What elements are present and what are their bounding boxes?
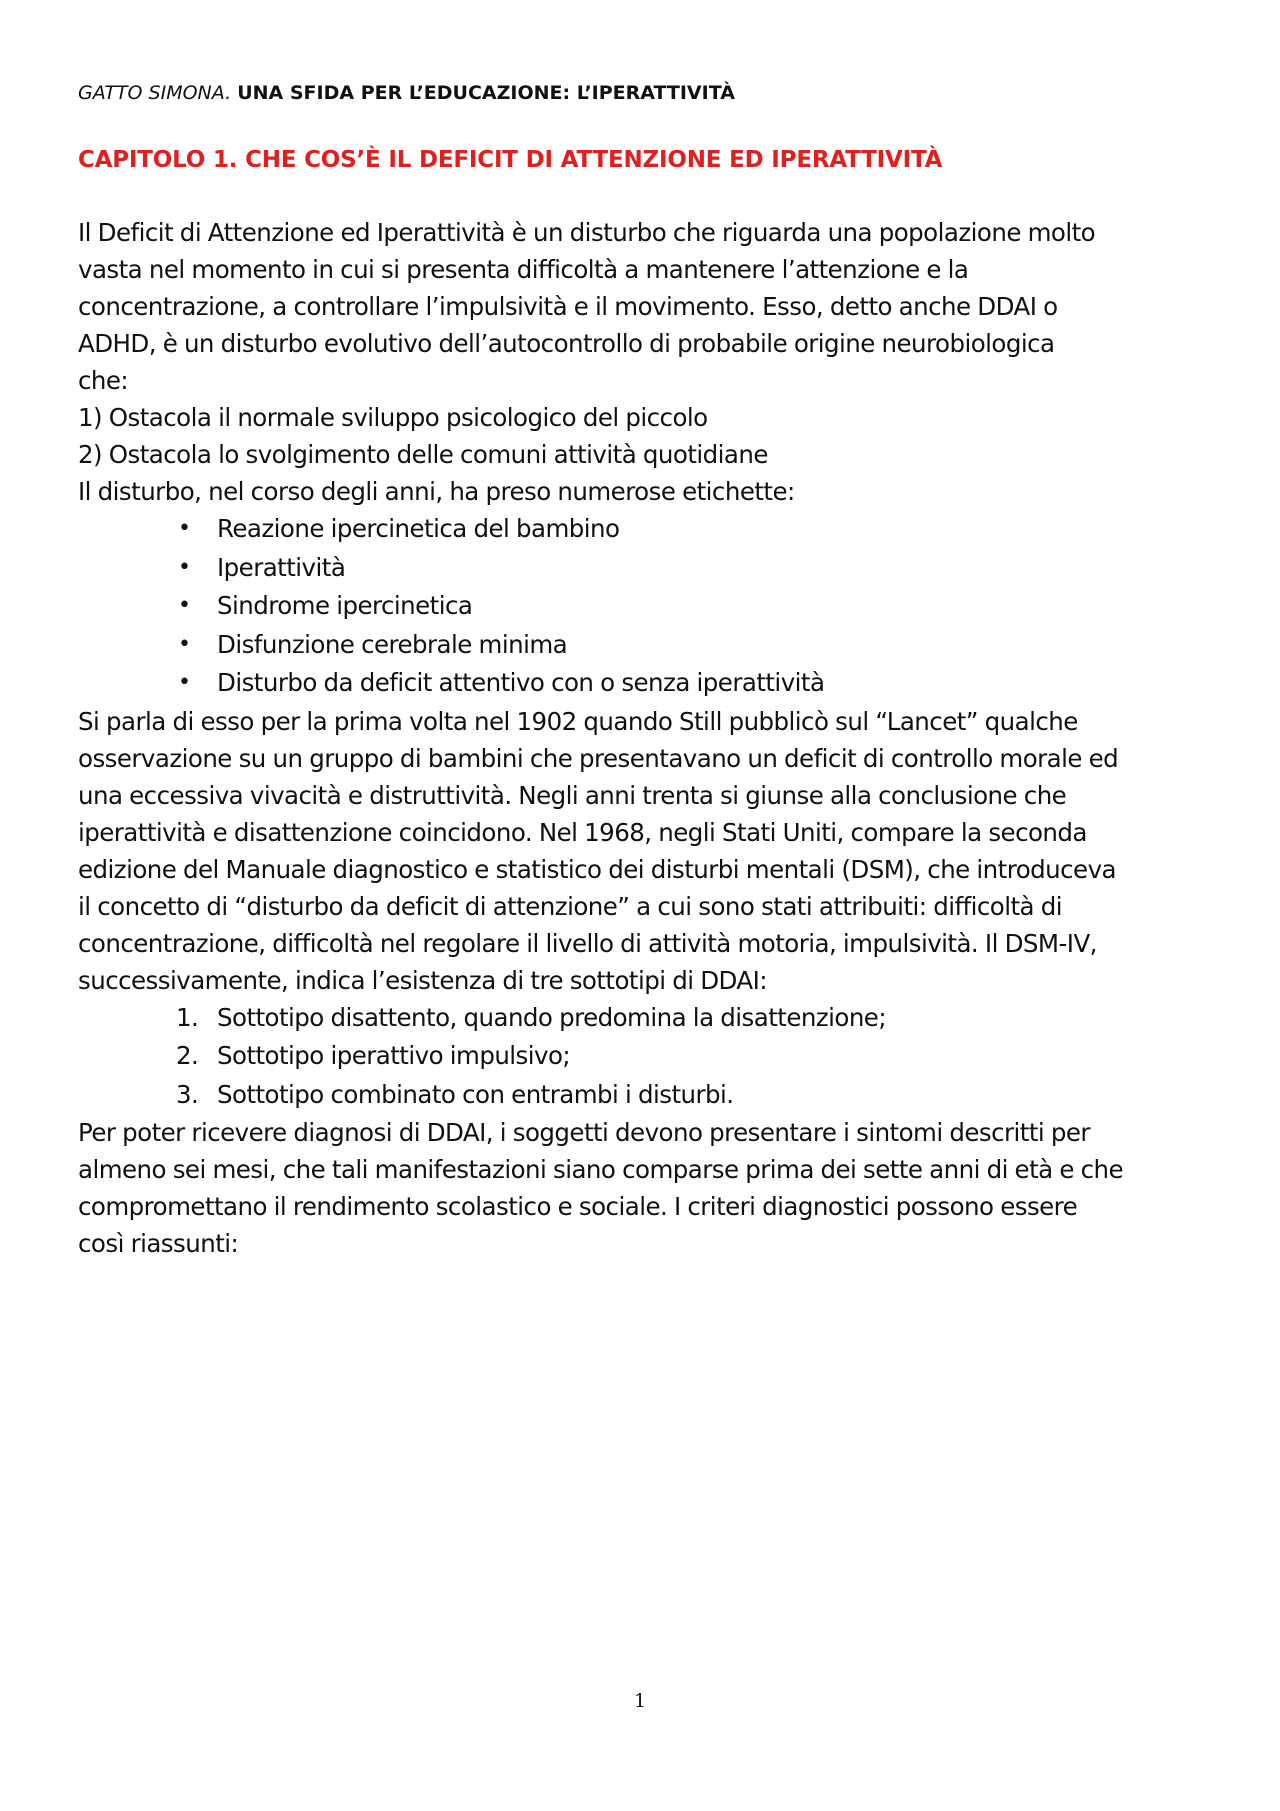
header-document-title: UNA SFIDA PER L’EDUCAZIONE: L’IPERATTIVITÀ bbox=[237, 82, 735, 104]
bullet-list-item bbox=[78, 549, 1228, 588]
paragraph-line: osservazione su un gruppo di bambini che presentavano un deficit di controllo morale ed bbox=[78, 743, 1119, 773]
paragraph-line: Per poter ricevere diagnosi di DDAI, i soggetti devono presentare i sintomi descritti per bbox=[78, 1118, 1090, 1147]
bullet-marker: • bbox=[178, 631, 191, 657]
paragraph-line: Si parla di esso per la prima volta nel 1902 quando Still pubblicò sul “Lancet” qualche bbox=[78, 706, 1078, 736]
paragraph-line: il concetto di “disturbo da deficit di attenzione” a cui sono stati attribuiti: difficoltà di bbox=[78, 891, 1062, 921]
numbered-text: Sottotipo disattento, quando predomina la disattenzione; bbox=[217, 1002, 887, 1032]
list-number: 1. bbox=[176, 1002, 199, 1032]
paragraph-line: Il disturbo, nel corso degli anni, ha preso numerose etichette: bbox=[78, 477, 795, 506]
paragraph-line: concentrazione, difficoltà nel regolare il livello di attività motoria, impulsività. Il DSM-IV, bbox=[78, 928, 1097, 958]
paragraph-line: ADHD, è un disturbo evolutivo dell’autocontrollo di probabile origine neurobiologica bbox=[78, 329, 1055, 358]
numbered-list-item bbox=[78, 999, 1228, 1038]
paragraph-line: iperattività e disattenzione coincidono. Nel 1968, negli Stati Uniti, compare la seconda bbox=[78, 817, 1087, 847]
paragraph-line: una eccessiva vivacità e distruttività. Negli anni trenta si giunse alla conclusione che bbox=[78, 780, 1067, 810]
bullet-text: Iperattività bbox=[217, 552, 346, 582]
bullet-list-item bbox=[78, 587, 1228, 626]
numbered-list-item bbox=[78, 1076, 1228, 1115]
paragraph-line: almeno sei mesi, che tali manifestazioni siano comparse prima dei sette anni di età e che bbox=[78, 1155, 1124, 1184]
bullet-text: Disturbo da deficit attentivo con o senza iperattività bbox=[217, 668, 825, 697]
body-text bbox=[78, 214, 1228, 1262]
running-header bbox=[78, 80, 735, 106]
bullet-marker: • bbox=[178, 670, 191, 695]
bullet-marker: • bbox=[178, 593, 191, 618]
bullet-list-item bbox=[78, 626, 1228, 665]
numbered-text: Sottotipo iperattivo impulsivo; bbox=[217, 1041, 571, 1070]
bullet-text: Sindrome ipercinetica bbox=[217, 591, 473, 620]
paragraph-line: 1) Ostacola il normale sviluppo psicologico del piccolo bbox=[78, 403, 708, 432]
numbered-list-item bbox=[78, 1037, 1228, 1076]
paragraph-line: Il Deficit di Attenzione ed Iperattività è un disturbo che riguarda una popolazione molto bbox=[78, 218, 1096, 247]
paragraph-line: che: bbox=[78, 366, 129, 395]
chapter-title: CAPITOLO 1. CHE COS’È IL DEFICIT DI ATTENZIONE ED IPERATTIVITÀ bbox=[78, 147, 943, 173]
numbered-text: Sottotipo combinato con entrambi i disturbi. bbox=[217, 1079, 734, 1109]
paragraph-line: vasta nel momento in cui si presenta difficoltà a mantenere l’attenzione e la bbox=[78, 255, 969, 284]
paragraph-line: così riassunti: bbox=[78, 1229, 239, 1258]
page-number: 1 bbox=[633, 1690, 647, 1712]
paragraph-line: edizione del Manuale diagnostico e statistico dei disturbi mentali (DSM), che introduceva bbox=[78, 854, 1116, 884]
paragraph-line: successivamente, indica l’esistenza di tre sottotipi di DDAI: bbox=[78, 965, 768, 995]
paragraph-line: compromettano il rendimento scolastico e sociale. I criteri diagnostici possono essere bbox=[78, 1192, 1078, 1221]
bullet-list-item bbox=[78, 510, 1228, 549]
bullet-marker: • bbox=[178, 516, 191, 541]
list-number: 2. bbox=[176, 1041, 199, 1070]
bullet-text: Reazione ipercinetica del bambino bbox=[217, 514, 620, 543]
bullet-marker: • bbox=[178, 554, 191, 580]
paragraph-line: 2) Ostacola lo svolgimento delle comuni attività quotidiane bbox=[78, 440, 768, 469]
bullet-list-item bbox=[78, 664, 1228, 703]
header-author: GATTO SIMONA. bbox=[78, 82, 232, 104]
paragraph-line: concentrazione, a controllare l’impulsività e il movimento. Esso, detto anche DDAI o bbox=[78, 292, 1058, 321]
list-number: 3. bbox=[176, 1079, 199, 1109]
bullet-text: Disfunzione cerebrale minima bbox=[217, 629, 568, 659]
